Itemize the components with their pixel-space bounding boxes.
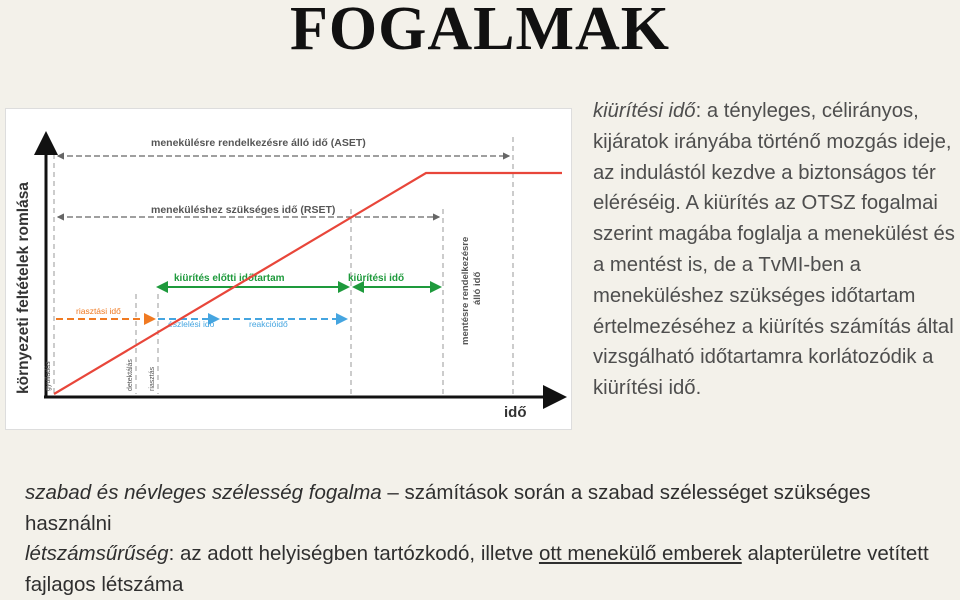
perception-time-label: észlelési idő bbox=[168, 319, 215, 329]
rset-label: meneküléshez szükséges idő (RSET) bbox=[151, 204, 336, 216]
free-width-definition bbox=[25, 478, 945, 539]
pre-evacuation-label: kiürítés előtti időtartam bbox=[174, 273, 285, 284]
definition-body: : a tényleges, célirányos, kijáratok irányába történő mozgás ideje, az indulástól kezdve a biztonságos tér eléréséig. A kiürítés az OTSZ fogalmai szerint magába foglalja a menekülést és a mentést is, de a TvMI-ben a meneküléshez szükséges időtartam értelmezéséhez a kiürítés számítás által vizsgálható időtartamra korlátozódik a kiürítési idő. bbox=[593, 100, 955, 400]
density-term: létszámsűrűség bbox=[25, 542, 169, 566]
detection-label: detektálás bbox=[127, 359, 134, 391]
evacuation-time-diagram bbox=[5, 108, 572, 430]
density-text-part1: : az adott helyiségben tartózkodó, illetve bbox=[168, 542, 539, 566]
slide-title: FOGALMAK bbox=[290, 0, 670, 63]
aset-end-label-line1: mentésre rendelkezésre bbox=[460, 236, 471, 345]
alarm-vertical-label: riasztás bbox=[149, 366, 156, 391]
free-width-text: – számítások során a szabad szélességet szükséges használni bbox=[25, 481, 871, 535]
bottom-definitions bbox=[25, 478, 945, 600]
aset-label: menekülésre rendelkezésre álló idő (ASET) bbox=[151, 137, 366, 149]
aset-end-label-line2: álló idő bbox=[472, 271, 483, 305]
density-definition bbox=[25, 539, 945, 600]
x-axis-label: idő bbox=[504, 404, 527, 421]
density-text-part2: alapterületre vetített fajlagos létszáma bbox=[25, 542, 929, 596]
definition-term: kiürítési idő bbox=[593, 100, 696, 122]
ignition-label: gyulladás bbox=[45, 361, 52, 391]
reaction-time-label: reakcióidő bbox=[249, 319, 288, 329]
evacuation-time-label: kiürítési idő bbox=[348, 273, 405, 284]
free-width-term: szabad és névleges szélesség fogalma bbox=[25, 481, 382, 504]
alarm-time-label: riasztási idő bbox=[76, 306, 121, 316]
evacuation-time-definition bbox=[593, 96, 959, 404]
y-axis-label: környezeti feltételek romlása bbox=[15, 182, 32, 394]
diagram-svg bbox=[6, 109, 571, 429]
density-text-underlined: ott menekülő emberek bbox=[538, 542, 742, 566]
